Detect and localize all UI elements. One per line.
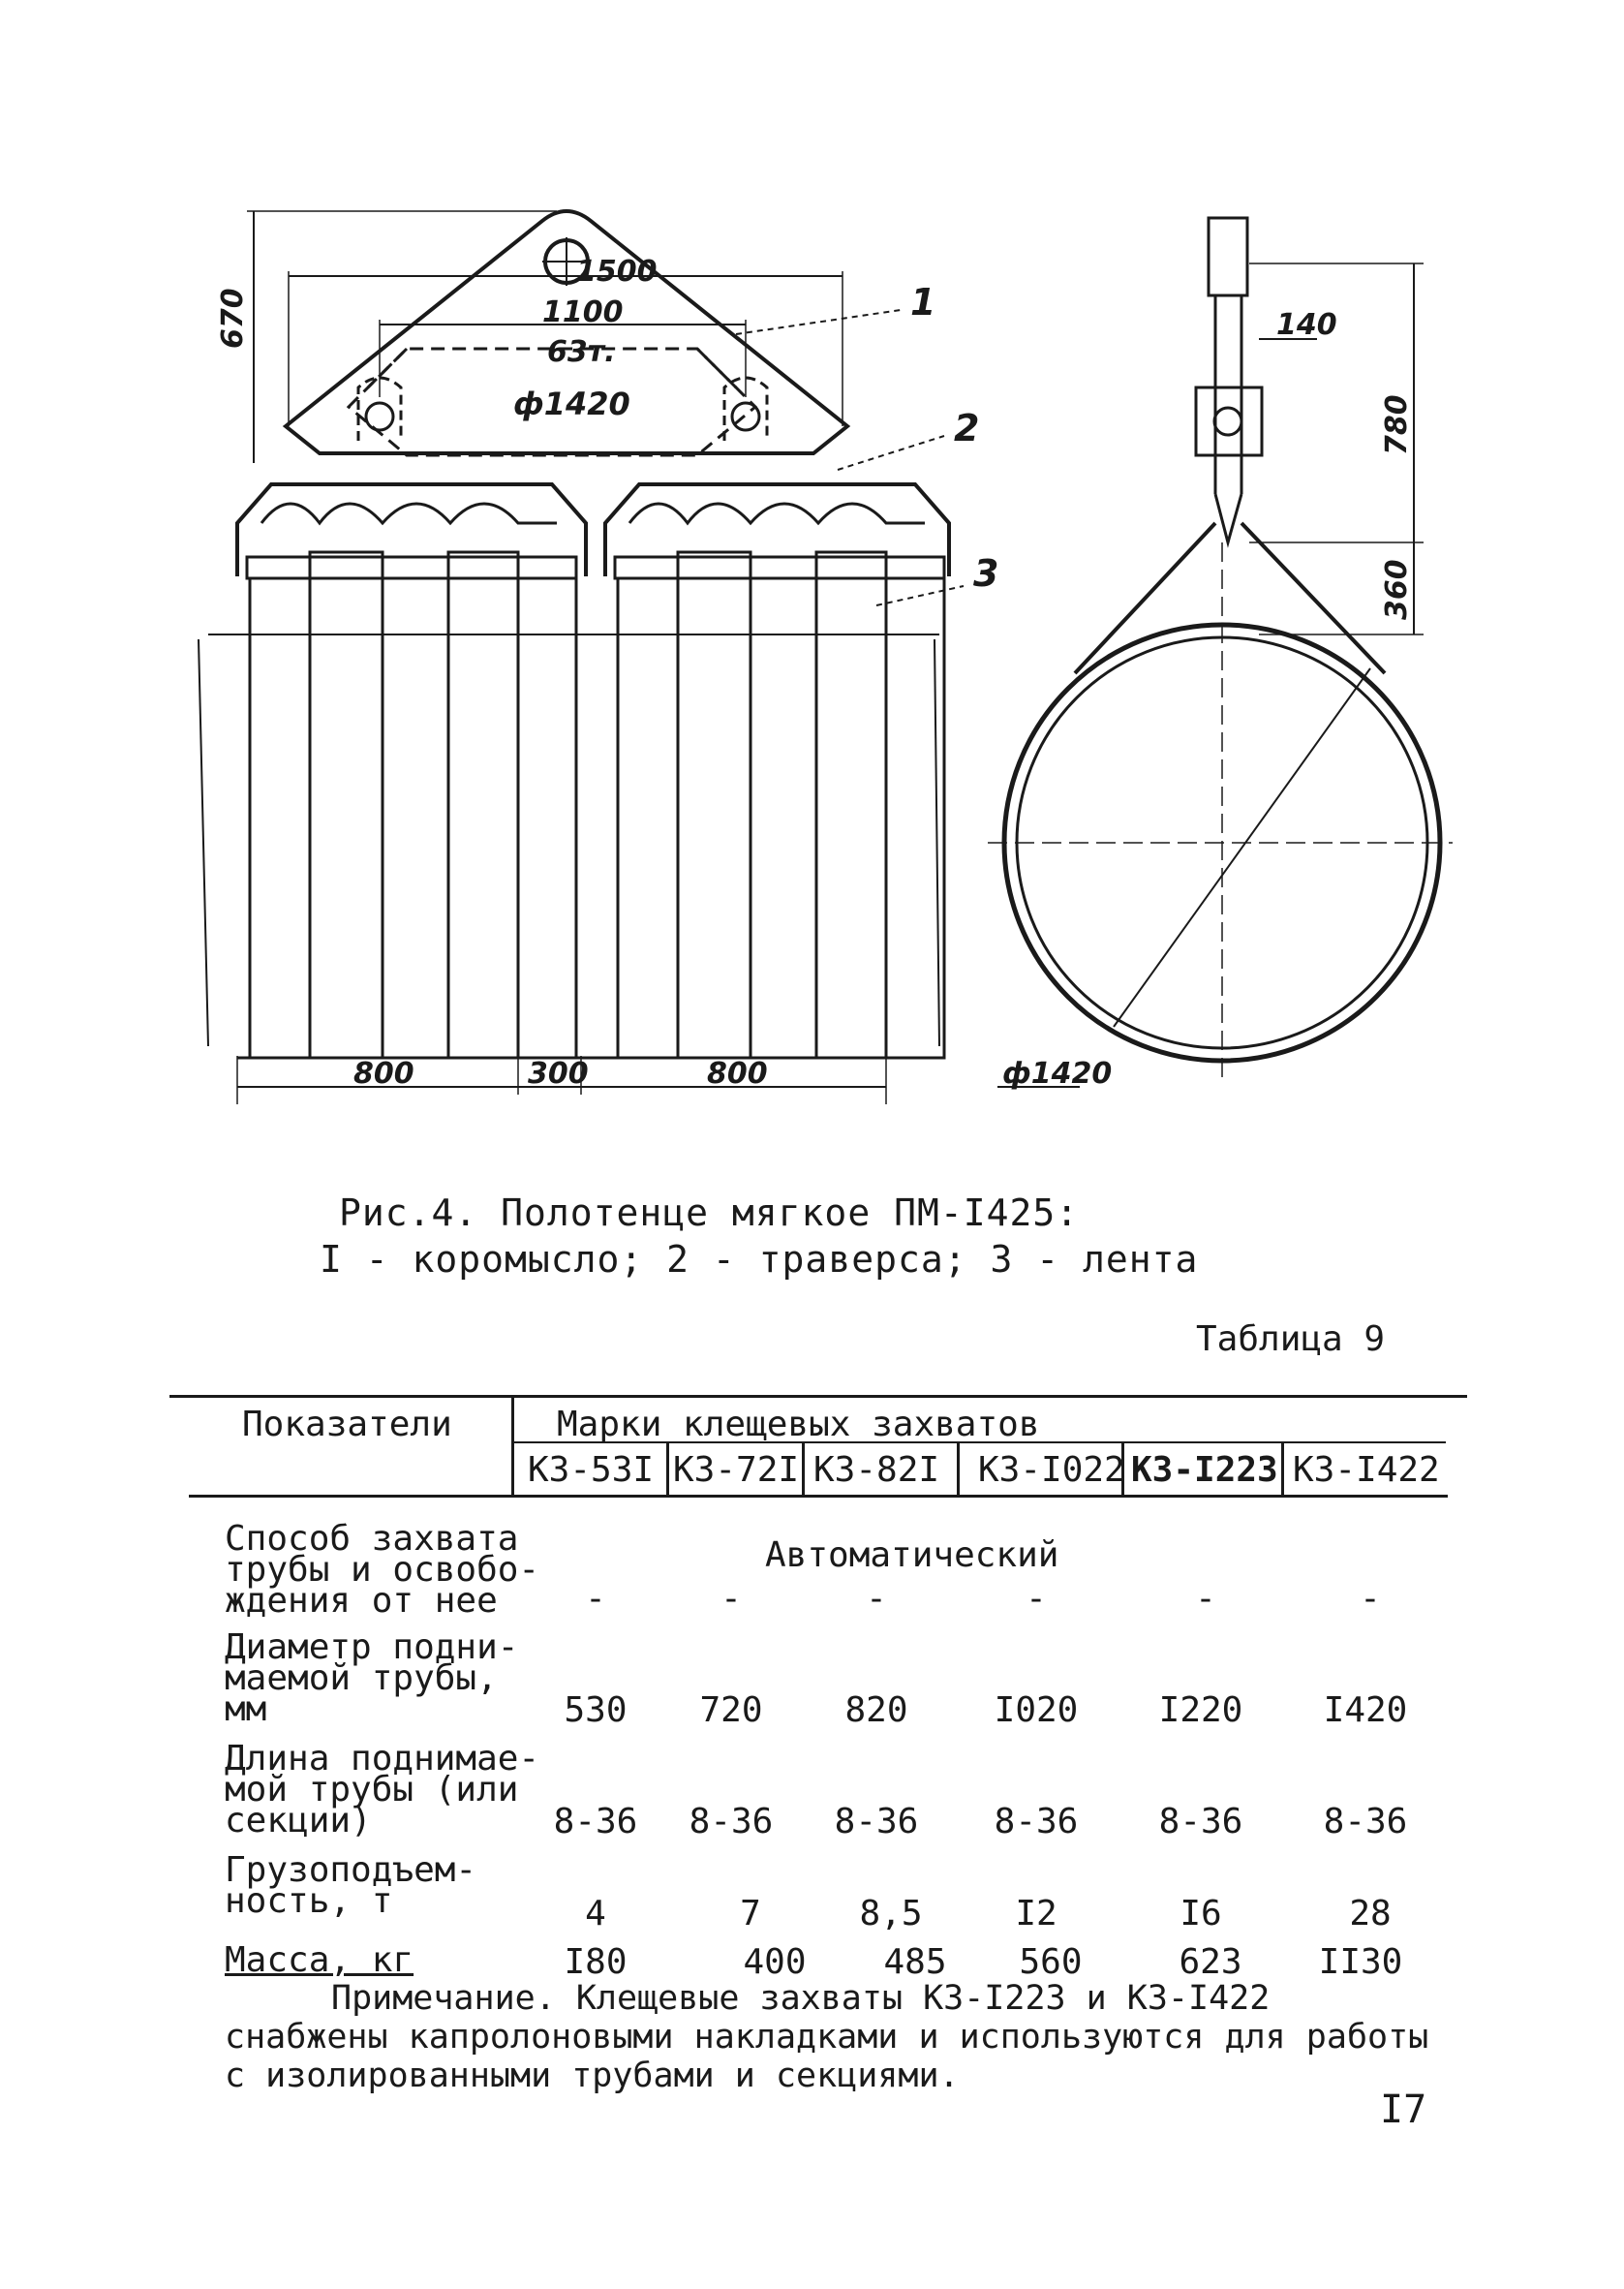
row-length-value: 8-36	[553, 1802, 638, 1841]
dim-800-left: 800	[353, 1057, 414, 1091]
dim-1500: 1500	[576, 255, 658, 289]
row-capacity-value: 28	[1349, 1894, 1392, 1933]
col-header-3: КЗ-82I	[813, 1450, 940, 1490]
row-method-value: -	[1195, 1579, 1216, 1619]
left-pin	[366, 403, 393, 430]
row-method-value: -	[720, 1579, 742, 1619]
row-diameter-value: 820	[844, 1690, 908, 1730]
row-mass-value: 623	[1179, 1942, 1242, 1982]
row-diameter-value: I420	[1323, 1690, 1408, 1730]
dim-1100: 1100	[542, 295, 624, 329]
table-label: Таблица 9	[1196, 1319, 1386, 1359]
row-length-value: 8-36	[689, 1802, 774, 1841]
dim-phi1420-ring: ф1420	[1002, 1057, 1113, 1091]
col-header-2: КЗ-72I	[673, 1450, 800, 1490]
traverse-left	[237, 484, 586, 576]
row-capacity-value: I6	[1180, 1894, 1222, 1933]
row-method-span: Автоматический	[765, 1535, 1059, 1575]
dim-670: 670	[216, 288, 250, 349]
row-method-value: -	[1360, 1579, 1381, 1619]
page-number: I7	[1380, 2088, 1427, 2132]
callout-1: 1	[910, 281, 936, 324]
row-length-value: 8-36	[834, 1802, 919, 1841]
row-method-value: -	[1026, 1579, 1047, 1619]
sling-left	[1075, 523, 1215, 673]
header-indicator: Показатели	[242, 1405, 452, 1444]
figure-caption-line1: Рис.4. Полотенце мягкое ПМ-I425:	[339, 1191, 1080, 1234]
row-mass-value: I80	[564, 1942, 628, 1982]
row-length-value: 8-36	[1323, 1802, 1408, 1841]
row-label-method: Способ захвата трубы и освобо- ждения от нее	[225, 1519, 540, 1621]
dim-phi1420-top: ф1420	[513, 386, 630, 422]
row-diameter-value: 720	[699, 1690, 763, 1730]
row-diameter-value: 530	[564, 1690, 628, 1730]
row-capacity-value: 8,5	[859, 1894, 923, 1933]
row-mass-value: 485	[883, 1942, 947, 1982]
col-header-5: КЗ-I223	[1131, 1450, 1278, 1490]
row-mass-value: 560	[1019, 1942, 1083, 1982]
technical-drawing	[0, 0, 1624, 1143]
row-length-value: 8-36	[994, 1802, 1079, 1841]
row-method-value: -	[585, 1579, 606, 1619]
col-header-1: КЗ-53I	[528, 1450, 655, 1490]
row-capacity-value: 4	[585, 1894, 606, 1933]
row-label-capacity: Грузоподъем- ность, т	[225, 1850, 477, 1921]
traverse-right	[605, 484, 949, 576]
table-header-rule	[189, 1495, 1448, 1498]
row-length-value: 8-36	[1158, 1802, 1243, 1841]
row-label-diameter: Диаметр подни- маемой трубы, мм	[225, 1627, 519, 1729]
dim-63t: 63т.	[547, 335, 616, 369]
dim-140: 140	[1276, 308, 1337, 342]
dim-780: 780	[1380, 394, 1414, 455]
row-diameter-value: I020	[994, 1690, 1079, 1730]
table-top-rule	[169, 1395, 1467, 1398]
dim-360: 360	[1380, 559, 1414, 620]
row-mass-value: II30	[1318, 1942, 1403, 1982]
figure-caption-line2: I - коромысло; 2 - траверса; 3 - лента	[320, 1238, 1199, 1281]
row-capacity-value: 7	[740, 1894, 761, 1933]
col-header-6: КЗ-I422	[1293, 1450, 1440, 1490]
row-diameter-value: I220	[1158, 1690, 1243, 1730]
col-header-4: КЗ-I022	[978, 1450, 1125, 1490]
dim-300: 300	[528, 1057, 589, 1091]
dim-800-right: 800	[707, 1057, 768, 1091]
table-note: Примечание. Клещевые захваты КЗ-I223 и КЗ-I422 снабжены капролоновыми накладками и используются для работы с изолированными трубами и секциями.	[225, 1979, 1429, 2095]
header-group: Марки клещевых захватов	[557, 1405, 1040, 1444]
row-capacity-value: I2	[1015, 1894, 1057, 1933]
callout-2: 2	[954, 407, 980, 449]
row-mass-value: 400	[743, 1942, 807, 1982]
right-pin	[732, 403, 759, 430]
row-method-value: -	[866, 1579, 887, 1619]
row-label-length: Длина поднимае- мой трубы (или секции)	[225, 1739, 540, 1840]
callout-3: 3	[973, 552, 999, 595]
hook-link	[1209, 218, 1247, 295]
sling-right	[1241, 523, 1385, 673]
row-label-mass: Масса, кг	[225, 1940, 414, 1980]
